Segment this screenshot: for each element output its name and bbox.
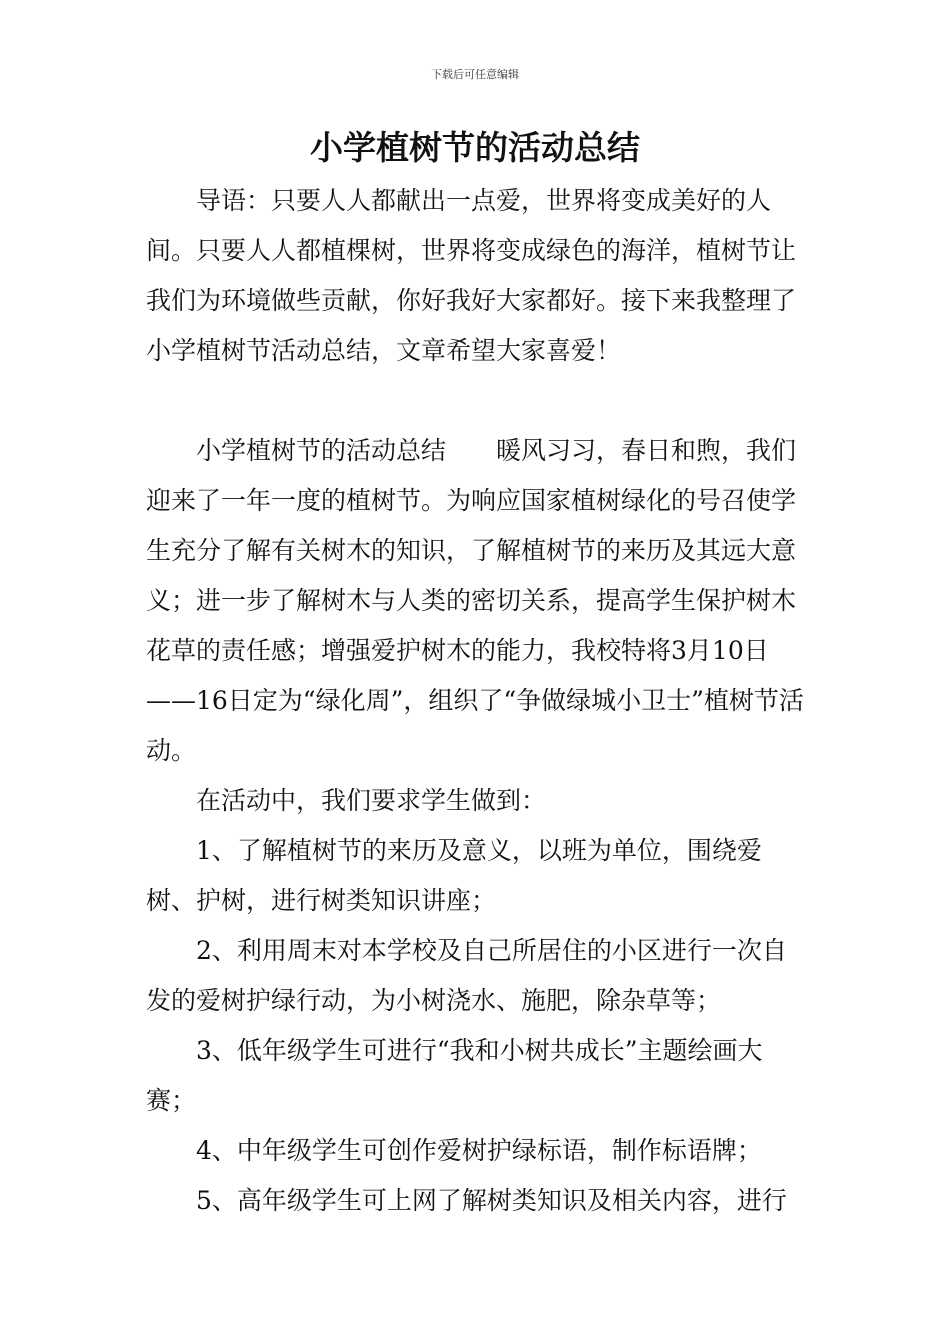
- document-body: [146, 176, 810, 1226]
- intro-paragraph: 导语：只要人人都献出一点爱，世界将变成美好的人间。只要人人都植棵树，世界将变成绿色的海洋，植树节让我们为环境做些贡献，你好我好大家都好。接下来我整理了小学植树节活动总结，文章希望大家喜爱！: [146, 186, 797, 365]
- header-note: 下载后可任意编辑: [431, 68, 519, 81]
- body-paragraph-2: 在活动中，我们要求学生做到：: [196, 786, 547, 815]
- list-item-4: 4、中年级学生可创作爱树护绿标语，制作标语牌；: [196, 1136, 762, 1165]
- paragraph-gap: [146, 376, 810, 426]
- list-item-2: 2、利用周末对本学校及自己所居住的小区进行一次自发的爱树护绿行动，为小树浇水、施肥，除杂草等；: [146, 936, 787, 1015]
- list-item-3: 3、低年级学生可进行“我和小树共成长”主题绘画大赛；: [146, 1036, 763, 1115]
- list-item-1: 1、了解植树节的来历及意义，以班为单位，围绕爱树、护树，进行树类知识讲座；: [146, 836, 762, 915]
- list-item-5: 5、高年级学生可上网了解树类知识及相关内容，进行: [196, 1186, 787, 1215]
- body-paragraph-1: 小学植树节的活动总结 暖风习习，春日和煦，我们迎来了一年一度的植树节。为响应国家植树绿化的号召使学生充分了解有关树木的知识，了解植树节的来历及其远大意义；进一步了解树木与人类的密切关系，提高学生保护树木花草的责任感；增强爱护树木的能力，我校特将3月10日——16日定为“绿化周”，组织了“争做绿城小卫士”植树节活动。: [146, 436, 804, 765]
- document-title: 小学植树节的活动总结: [310, 128, 640, 167]
